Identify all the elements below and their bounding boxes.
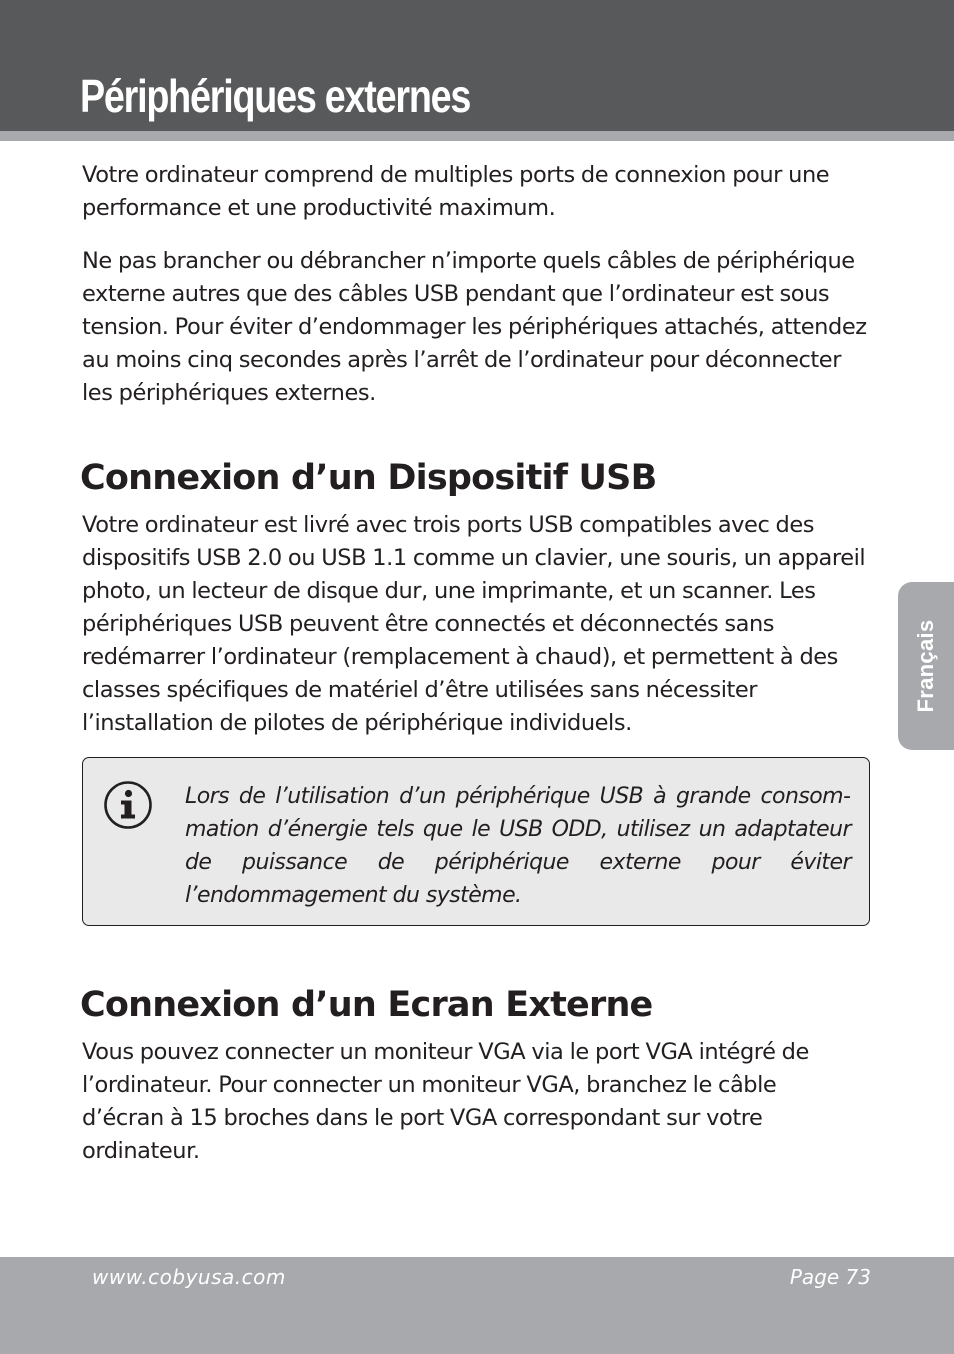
usb-section-body: Votre ordinateur est livré avec trois ports USB compatibles avec des dispositifs USB 2.0 ou USB 1.1 comme un clavier, une souris, un appareil photo, un lecteur de disque dur, une imprimante, et un scanner. Les périphériques USB peuvent être connectés et déconnectés sans redémarrer l’ordinateur (remplacement à chaud), et permettent à des classes spécifiques de matériel d’être utilisées sans nécessiter l’installation de pilotes de périphérique individuels. [82,512,866,736]
page-title: Périphériques externes [80,70,471,122]
note-text: Lors de l’utilisation d’un périphérique USB à grande consommation d’énergie tels que le USB ODD, utilisez un adaptateur de puissance de périphérique externe pour éviter l’endommagement du système. [185,784,851,908]
intro-paragraph-2: Ne pas brancher ou débrancher n’importe quels câbles de périphérique externe autres que des câbles USB pendant que l’ordinateur est sous tension. Pour éviter d’endommager les périphériques attachés, attendez au moins cinq secondes après l’arrêt de l’ordinateur pour déconnecter les périphériques externes. [82,248,867,406]
intro-paragraph-1: Votre ordinateur comprend de multiples ports de connexion pour une performance et une productivité maximum. [82,162,830,221]
language-side-tab [898,582,954,750]
language-tab-label: Français [913,619,938,713]
note-box [82,757,870,926]
info-icon [103,780,153,830]
header-stripe [0,131,954,141]
vga-section-heading: Connexion d’un Ecran Externe [80,985,653,1025]
vga-section-body: Vous pouvez connecter un moniteur VGA via le port VGA intégré de l’ordinateur. Pour connecter un moniteur VGA, branchez le câble d’écran à 15 broches dans le port VGA correspondant sur votre ordinateur. [82,1039,809,1164]
footer-page-number: Page 73 [789,1265,871,1289]
usb-section-heading: Connexion d’un Dispositif USB [80,458,657,498]
footer-url: www.cobyusa.com [92,1265,286,1289]
